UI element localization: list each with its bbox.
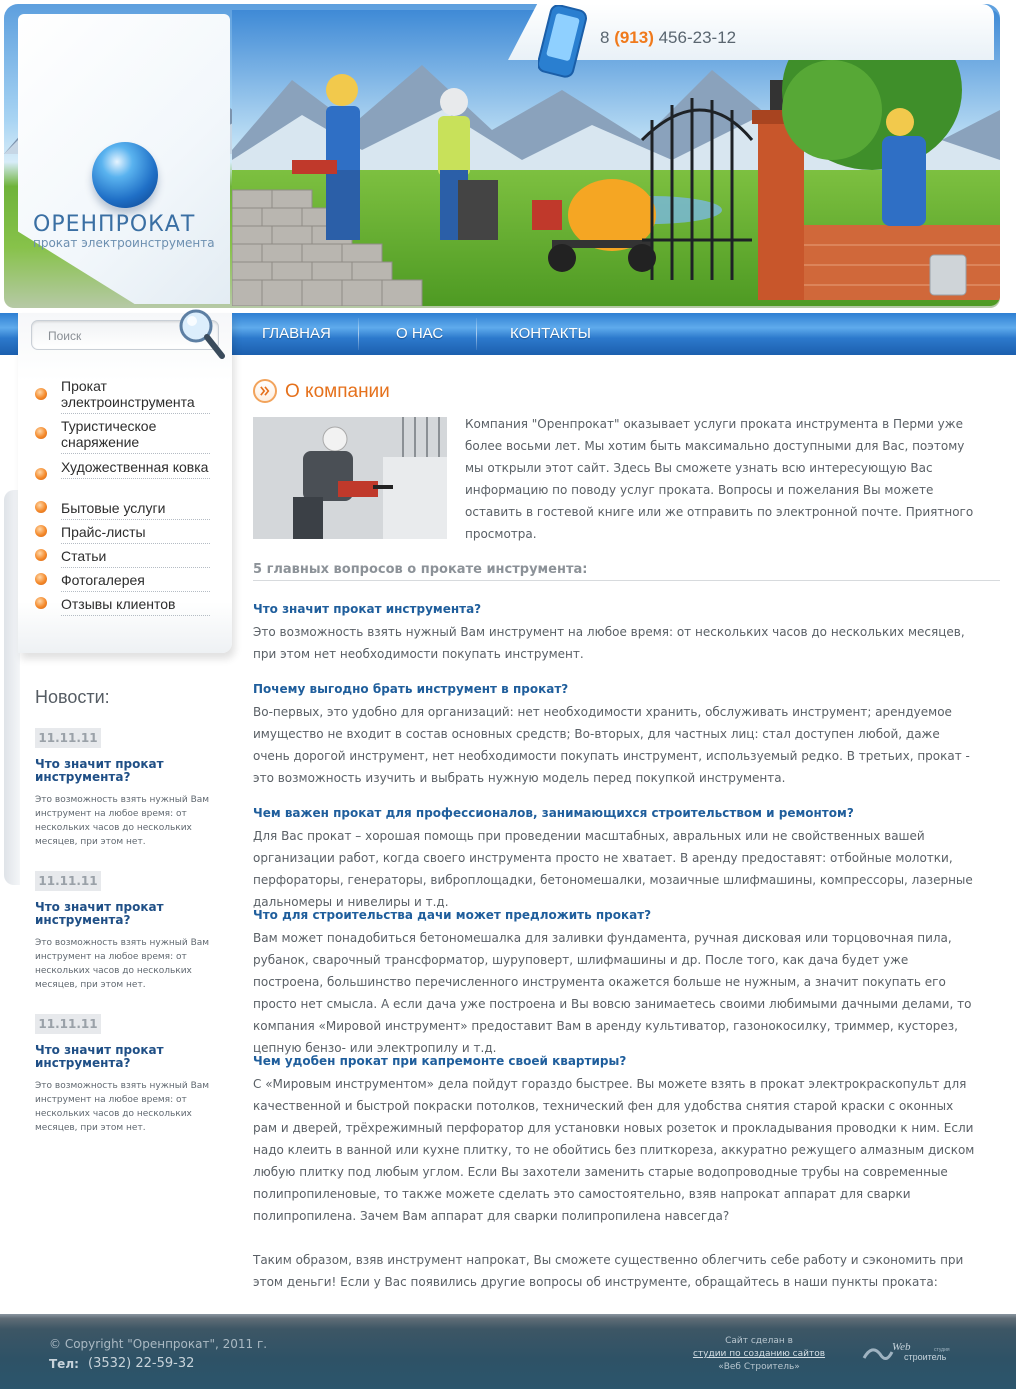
news-date: 11.11.11: [35, 1014, 101, 1034]
phone-area-code: (913): [614, 28, 654, 47]
menu-bullet-icon: [35, 597, 47, 609]
sidebar-item-forging[interactable]: Художественная ковка: [61, 459, 210, 479]
phone-number[interactable]: 8 (913) 456-23-12: [600, 28, 737, 47]
menu-bullet-icon: [35, 573, 47, 585]
svg-text:строитель: строитель: [904, 1352, 947, 1362]
menu-bullet-icon: [35, 549, 47, 561]
search-input[interactable]: [48, 327, 168, 345]
sidebar-item-price-lists[interactable]: Прайс-листы: [61, 524, 210, 544]
worker-drill-photo: [253, 417, 447, 539]
intro-paragraph: Компания "Оренпрокат" оказывает услуги проката инструмента в Перми уже более восьми лет. Мы хотим быть максимально доступными для Вас, поэтому мы открыли этот сайт. Здесь Вы сможете узнать всю интересующую Вас информацию по поводу услуг проката. Вопросы и пожелания Вы можете оставить в гостевой книге или же отправить по электронной почте. Приятного просмотра.: [465, 417, 974, 541]
footer-tel: (3532) 22-59-32: [88, 1356, 195, 1371]
news-headline-link[interactable]: Что значит прокат инструмента?: [35, 900, 164, 927]
page-title: О компании: [285, 381, 390, 402]
faq-heading: 5 главных вопросов о прокате инструмента:: [253, 562, 1000, 581]
faq-answer: Для Вас прокат – хорошая помощь при проведении масштабных, авральных или не свойственных вашей организации работ, когда своего инструмента просто не хватает. В аренду предоставят: отбойные молотки, перфораторы, генераторы, виброплощадки, бетономешалки, мозаичные шлифмашины, компрессоры, лазерные дальномеры и нивелиры и т.д.: [253, 829, 973, 909]
nav-divider: [358, 318, 359, 350]
footer-copyright: © Copyright "Оренпрокат", 2011 г.: [49, 1337, 268, 1351]
sidebar-item-tourist-gear[interactable]: Туристическое снаряжение: [61, 418, 210, 454]
faq-question: Что для строительства дачи может предложить прокат?: [253, 908, 652, 922]
studio-link[interactable]: студии по созданию сайтов: [692, 1349, 826, 1359]
faq-question: Чем важен прокат для профессионалов, занимающихся строительством и ремонтом?: [253, 806, 854, 820]
faq-answer: С «Мировым инструментом» дела пойдут гораздо быстрее. Вы можете взять в прокат электрокраскопульт для качественной и быстрой покраски потолков, технический фен для удобства снятия старой краски с оконных рам и дверей, трёхрежимный перфоратор для установки новых розеток и прокладывания проводки к ним. Если надо клеить в ванной или кухне плитку, то не обойтись без плиткореза, аккуратно режущего алмазным диском любую плитку под любым углом. Если Вы захотели заменить старые водопроводные трубы на современные полипропиленовые, то также можете сделать это самостоятельно, взяв напрокат аппарат для сварки полипропилена. Зачем Вам аппарат для сварки полипропилена навсегда?: [253, 1077, 975, 1223]
faq-answer: Это возможность взять нужный Вам инструмент на любое время: от нескольких часов до нескольких месяцев, при этом нет необходимости покупать инструмент.: [253, 625, 965, 661]
logo-sphere-icon[interactable]: [92, 142, 158, 208]
news-headline-link[interactable]: Что значит прокат инструмента?: [35, 1043, 164, 1070]
news-excerpt: Это возможность взять нужный Вам инструмент на любое время: от нескольких часов до нескольких месяцев, при этом нет.: [35, 938, 210, 990]
news-headline-link[interactable]: Что значит прокат инструмента?: [35, 757, 164, 784]
nav-item-home[interactable]: ГЛАВНАЯ: [262, 325, 331, 342]
faq-question: Что значит прокат инструмента?: [253, 602, 482, 616]
news-date: 11.11.11: [35, 728, 101, 748]
menu-bullet-icon: [35, 525, 47, 537]
faq-answer: Вам может понадобиться бетономешалка для заливки фундамента, ручная дисковая или торцовочная пила, рубанок, сварочный трансформатор, шуруповерт, шлифмашины и др. После того, как дача будет уже построена, большинство перечисленного инструмента окажется больше не нужным, а значит покупать его просто нет смысла. А если дача уже построена и Вы вовсю занимаетесь своими любимыми дачными делами, то компания «Мировой инструмент» предоставит Вам в аренду культиватор, газонокосилку, триммер, кусторез, цепную бензо- или электропилу и т.д.: [253, 931, 972, 1055]
mobile-phone-icon: [538, 5, 588, 79]
sidebar-item-household[interactable]: Бытовые услуги: [61, 500, 210, 520]
double-chevron-icon: [253, 379, 277, 403]
nav-item-contacts[interactable]: КОНТАКТЫ: [510, 325, 591, 342]
news-title: Новости:: [35, 687, 110, 707]
sidebar-item-articles[interactable]: Статьи: [61, 548, 210, 568]
footer-tel-label: Тел:: [49, 1357, 79, 1371]
menu-bullet-icon: [35, 501, 47, 513]
logo-tagline: прокат электроинструмента: [33, 236, 215, 250]
news-excerpt: Это возможность взять нужный Вам инструмент на любое время: от нескольких часов до нескольких месяцев, при этом нет.: [35, 1081, 210, 1133]
footer-credits: [672, 1335, 846, 1374]
faq-question: Чем удобен прокат при капремонте своей квартиры?: [253, 1054, 627, 1068]
news-excerpt: Это возможность взять нужный Вам инструмент на любое время: от нескольких часов до нескольких месяцев, при этом нет.: [35, 795, 210, 847]
faq-answer: Во-первых, это удобно для организаций: нет необходимости хранить, обслуживать инструмент; арендуемое имущество не входит в состав основных средств; Во-вторых, для частных лиц: стал доступен любой, даже очень дорогой инструмент, нет необходимости покупать инструмент, используемый редко. В третьих, прокат - это возможность изучить и выбрать нужную модель перед покупкой инструмента.: [253, 705, 970, 785]
logo-name[interactable]: ОРЕНПРОКАТ: [33, 212, 196, 237]
svg-text:Web: Web: [892, 1341, 911, 1353]
news-date: 11.11.11: [35, 871, 101, 891]
faq-question: Почему выгодно брать инструмент в прокат?: [253, 682, 569, 696]
menu-bullet-icon: [35, 468, 47, 480]
search-magnifier-icon[interactable]: [176, 306, 226, 360]
svg-text:студия: студия: [934, 1347, 950, 1353]
sidebar-item-reviews[interactable]: Отзывы клиентов: [61, 596, 210, 616]
web-builder-studio-logo[interactable]: [862, 1338, 954, 1368]
nav-divider: [476, 318, 477, 350]
footer-credits-line3: «Веб Строитель»: [718, 1362, 800, 1372]
footer-credits-line1: Сайт сделан в: [725, 1336, 793, 1346]
nav-item-about[interactable]: О НАС: [396, 325, 444, 342]
menu-bullet-icon: [35, 427, 47, 439]
menu-bullet-icon: [35, 388, 47, 400]
sidebar-item-gallery[interactable]: Фотогалерея: [61, 572, 210, 592]
sidebar-item-tool-rental[interactable]: Прокат электроинструмента: [61, 378, 210, 414]
conclusion-paragraph: Таким образом, взяв инструмент напрокат, Вы сможете существенно облегчить себе работу и сэкономить при этом деньги! Если у Вас появились другие вопросы об инструменте, обращайтесь в наши пункты проката:: [253, 1253, 964, 1289]
